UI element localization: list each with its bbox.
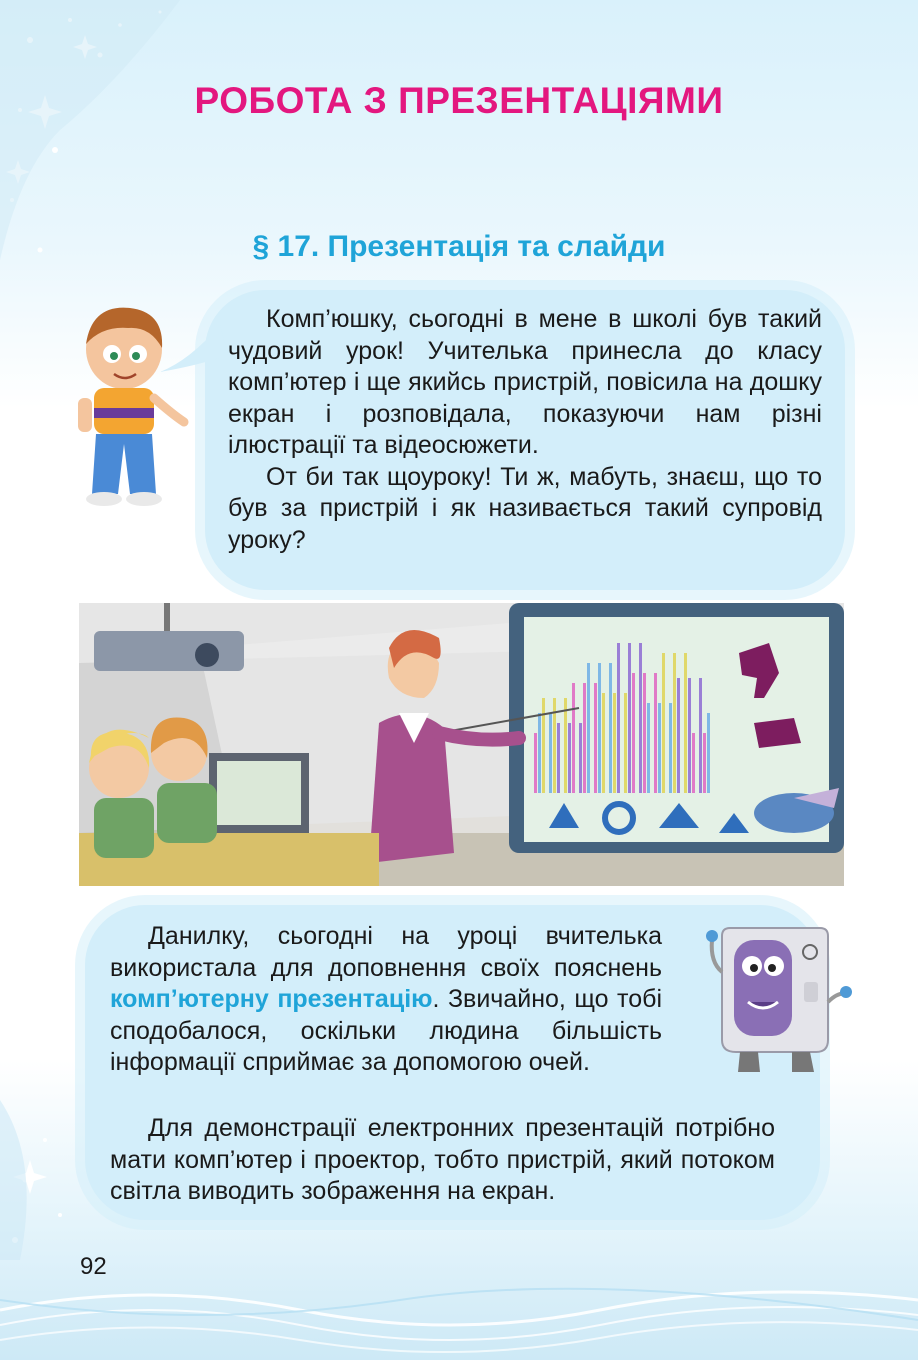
screen-chart-bar bbox=[538, 713, 541, 793]
screen-chart-bar bbox=[688, 678, 691, 793]
screen-chart-bar bbox=[677, 678, 680, 793]
screen-chart-bar bbox=[579, 723, 582, 793]
screen-chart-bar bbox=[662, 653, 665, 793]
screen-chart-bar bbox=[624, 693, 627, 793]
boy-speech-paragraph-2: От би так щоуроку! Ти ж, мабуть, знаєш, що то був за пристрій і як називається такий супровід уроку? bbox=[228, 462, 822, 554]
computer-speech-text bbox=[110, 921, 662, 1079]
screen-chart-bar bbox=[609, 663, 612, 793]
screen-chart-bar bbox=[587, 663, 590, 793]
screen-chart-bar bbox=[542, 698, 545, 793]
screen-chart-bar bbox=[699, 678, 702, 793]
boy-speech-text bbox=[228, 304, 822, 556]
screen-chart-bar bbox=[669, 703, 672, 793]
screen-chart-bar bbox=[598, 663, 601, 793]
computer-mascot-icon bbox=[700, 922, 852, 1082]
paragraph-text: . Звичайно, що тобі сподобалося, оскільки людина більшість інформації сприймає за допомогою очей. bbox=[110, 985, 662, 1076]
section-title: § 17. Презентація та слайди bbox=[252, 230, 666, 263]
screen-chart-bar bbox=[639, 643, 642, 793]
screen-chart-bar bbox=[703, 733, 706, 793]
screen-chart-bar bbox=[654, 673, 657, 793]
screen-chart-bar bbox=[647, 703, 650, 793]
screen-chart-bar bbox=[658, 703, 661, 793]
chapter-title: РОБОТА З ПРЕЗЕНТАЦІЯМИ bbox=[194, 80, 724, 121]
key-term: комп’ютерну презентацію bbox=[110, 985, 433, 1013]
screen-chart-bar bbox=[632, 673, 635, 793]
screen-chart-bar bbox=[572, 683, 575, 793]
screen-chart-bar bbox=[568, 723, 571, 793]
paragraph-text: Данилку, сьогодні на уроці вчителька використала для доповнення своїх пояснень bbox=[110, 922, 662, 982]
wave-decoration bbox=[0, 1270, 918, 1360]
computer-speech-paragraph-2: Для демонстрації електронних презентацій потрібно мати комп’ютер і проектор, тобто пристрій, який потоком світла виводить зображення на екран. bbox=[110, 1114, 775, 1205]
screen-chart-bar bbox=[684, 653, 687, 793]
screen-chart-bar bbox=[673, 653, 676, 793]
screen-chart-bar bbox=[564, 698, 567, 793]
screen-chart-bar bbox=[707, 713, 710, 793]
screen-chart-bar bbox=[617, 643, 620, 793]
screen-chart-bar bbox=[549, 713, 552, 793]
screen-chart-bar bbox=[583, 683, 586, 793]
screen-chart-bar bbox=[594, 683, 597, 793]
screen-chart-bar bbox=[628, 643, 631, 793]
boy-speech-paragraph-1: Комп’юшку, сьогодні в мене в школі був такий чудовий урок! Учителька принесла до класу комп’ютер і ще якийсь пристрій, повісила на дошку екран і розповідала, показуючи нам різні ілюстрації та відеосюжети. bbox=[228, 305, 822, 459]
screen-chart-bar bbox=[602, 693, 605, 793]
screen-chart-bar bbox=[613, 693, 616, 793]
computer-speech-text-2 bbox=[110, 1113, 775, 1208]
computer-speech-paragraph-1 bbox=[110, 921, 662, 1079]
screen-chart-bar bbox=[643, 673, 646, 793]
screen-chart-bar bbox=[534, 733, 537, 793]
classroom-presentation-illustration bbox=[79, 603, 844, 886]
screen-chart-bar bbox=[692, 733, 695, 793]
screen-chart-bar bbox=[557, 723, 560, 793]
boy-character-icon bbox=[72, 304, 200, 509]
page-number: 92 bbox=[80, 1253, 107, 1280]
